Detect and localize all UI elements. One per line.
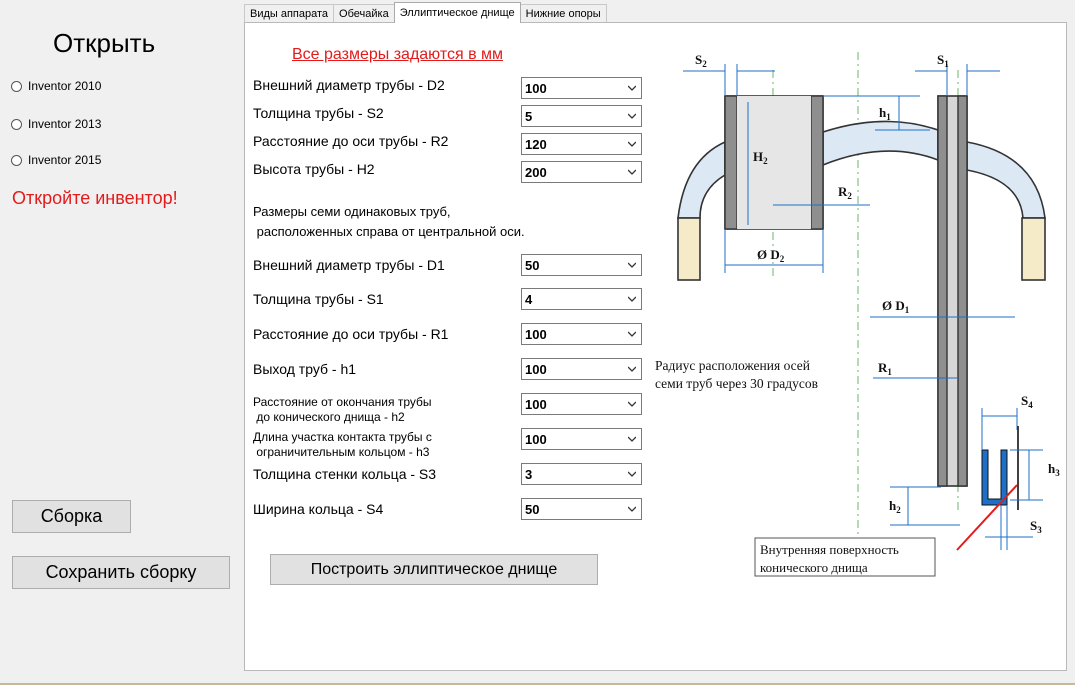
inner-surface-text-line-1: Внутренняя поверхность [760,542,899,557]
field-label-s4: Ширина кольца - S4 [253,501,384,517]
select-value: 100 [525,80,547,96]
field-label-s2: Толщина трубы - S2 [253,105,384,121]
units-note: Все размеры задаются в мм [292,46,504,63]
dim-label-h2: $H_2$ [753,149,768,166]
select-value: 200 [525,164,547,180]
chevron-down-icon [628,140,636,148]
chevron-down-icon [628,295,636,303]
select-value: 120 [525,136,547,152]
chevron-down-icon [628,400,636,408]
elliptical-head-diagram [645,40,1065,585]
select-value: 100 [525,396,547,412]
dim-label-d2: Ø $D_2$ [757,247,785,264]
flange-right [1022,218,1045,280]
select-value: 4 [525,291,533,307]
radio-circle-icon[interactable] [11,155,22,166]
head-shell-right [967,142,1045,218]
field-label-h2-line-2: до конического днища - h2 [253,410,405,424]
select-value: 100 [525,361,547,377]
field-label-h3-line-1: Длина участка контакта трубы с [253,430,432,444]
dim-label-s3: $S_3$ [1030,518,1042,535]
pipe-d1-wall-left [938,96,947,486]
dim-label-d1: Ø $D_1$ [882,298,910,315]
field-label-h2-line-1: Расстояние от окончания трубы [253,395,432,409]
select-h2[interactable] [521,161,642,183]
select-s1[interactable] [521,288,642,310]
pipe-d1-wall-right [958,96,967,486]
select-value: 5 [525,108,533,124]
select-s4[interactable] [521,498,642,520]
tab-shell[interactable]: Обечайка [333,4,395,22]
radius-text-line-1: Радиус расположения осей [655,358,811,373]
save-assembly-button[interactable]: Сохранить сборку [12,556,230,589]
dim-label-s4: $S_4$ [1021,393,1033,410]
chevron-down-icon [628,84,636,92]
field-label-h3-line-2: ограничительным кольцом - h3 [253,445,430,459]
field-label-s3: Толщина стенки кольца - S3 [253,466,437,482]
chevron-down-icon [628,365,636,373]
tab-views[interactable]: Виды аппарата [244,4,334,22]
radius-text-line-2: семи труб через 30 градусов [655,376,819,391]
chevron-down-icon [628,168,636,176]
chevron-down-icon [628,330,636,338]
select-value: 50 [525,257,540,273]
select-h1[interactable] [521,358,642,380]
group-text-line-2: расположенных справа от центральной оси. [253,224,525,239]
select-value: 100 [525,326,547,342]
dim-label-h1: $h_1$ [879,105,891,122]
flange-left [678,218,700,280]
select-h2-distance[interactable] [521,393,642,415]
select-d2[interactable] [521,77,642,99]
radio-label: Inventor 2010 [28,79,102,93]
group-text-line-1: Размеры семи одинаковых труб, [253,204,451,219]
pipe-d2-wall-right [811,96,823,229]
select-s3[interactable] [521,463,642,485]
radio-circle-icon[interactable] [11,119,22,130]
radio-circle-icon[interactable] [11,81,22,92]
assemble-button[interactable]: Сборка [12,500,131,533]
radio-inventor-2010[interactable] [11,79,101,93]
tab-elliptical-head[interactable]: Эллиптическое днище [394,2,521,23]
field-label-d2: Внешний диаметр трубы - D2 [253,77,445,93]
select-value: 3 [525,466,533,482]
open-inventor-warning: Откройте инвентор! [12,188,178,208]
radio-inventor-2013[interactable] [11,117,101,131]
dim-label-s1: $S_1$ [937,52,949,69]
inner-surface-text-line-2: конического днища [760,560,868,575]
dim-label-h2-distance: $h_2$ [889,498,901,515]
select-value: 100 [525,431,547,447]
field-label-r1: Расстояние до оси трубы - R1 [253,326,449,342]
tab-lower-supports[interactable]: Нижние опоры [520,4,607,22]
head-shell-middle [823,121,938,165]
field-label-d1: Внешний диаметр трубы - D1 [253,257,445,273]
dim-label-r1: $R_1$ [878,360,892,377]
radio-inventor-2015[interactable] [11,153,101,167]
dim-label-s2: $S_2$ [695,52,707,69]
pipe-d2-wall-left [725,96,737,229]
limit-ring [982,450,1007,505]
select-d1[interactable] [521,254,642,276]
chevron-down-icon [628,505,636,513]
radio-label: Inventor 2013 [28,117,102,131]
tab-bar [244,4,606,23]
select-value: 50 [525,501,540,517]
dim-label-r2: $R_2$ [838,184,852,201]
field-label-r2: Расстояние до оси трубы - R2 [253,133,449,149]
select-r2[interactable] [521,133,642,155]
chevron-down-icon [628,470,636,478]
field-label-s1: Толщина трубы - S1 [253,291,384,307]
chevron-down-icon [628,112,636,120]
select-s2[interactable] [521,105,642,127]
chevron-down-icon [628,435,636,443]
open-title: Открыть [53,28,156,58]
head-shell-left [678,142,725,218]
dim-label-h3: $h_3$ [1048,461,1060,478]
field-label-h1: Выход труб - h1 [253,361,357,377]
build-elliptical-head-button[interactable]: Построить эллиптическое днище [270,554,598,585]
select-r1[interactable] [521,323,642,345]
radio-label: Inventor 2015 [28,153,102,167]
field-label-h2: Высота трубы - H2 [253,161,375,177]
select-h3[interactable] [521,428,642,450]
chevron-down-icon [628,261,636,269]
